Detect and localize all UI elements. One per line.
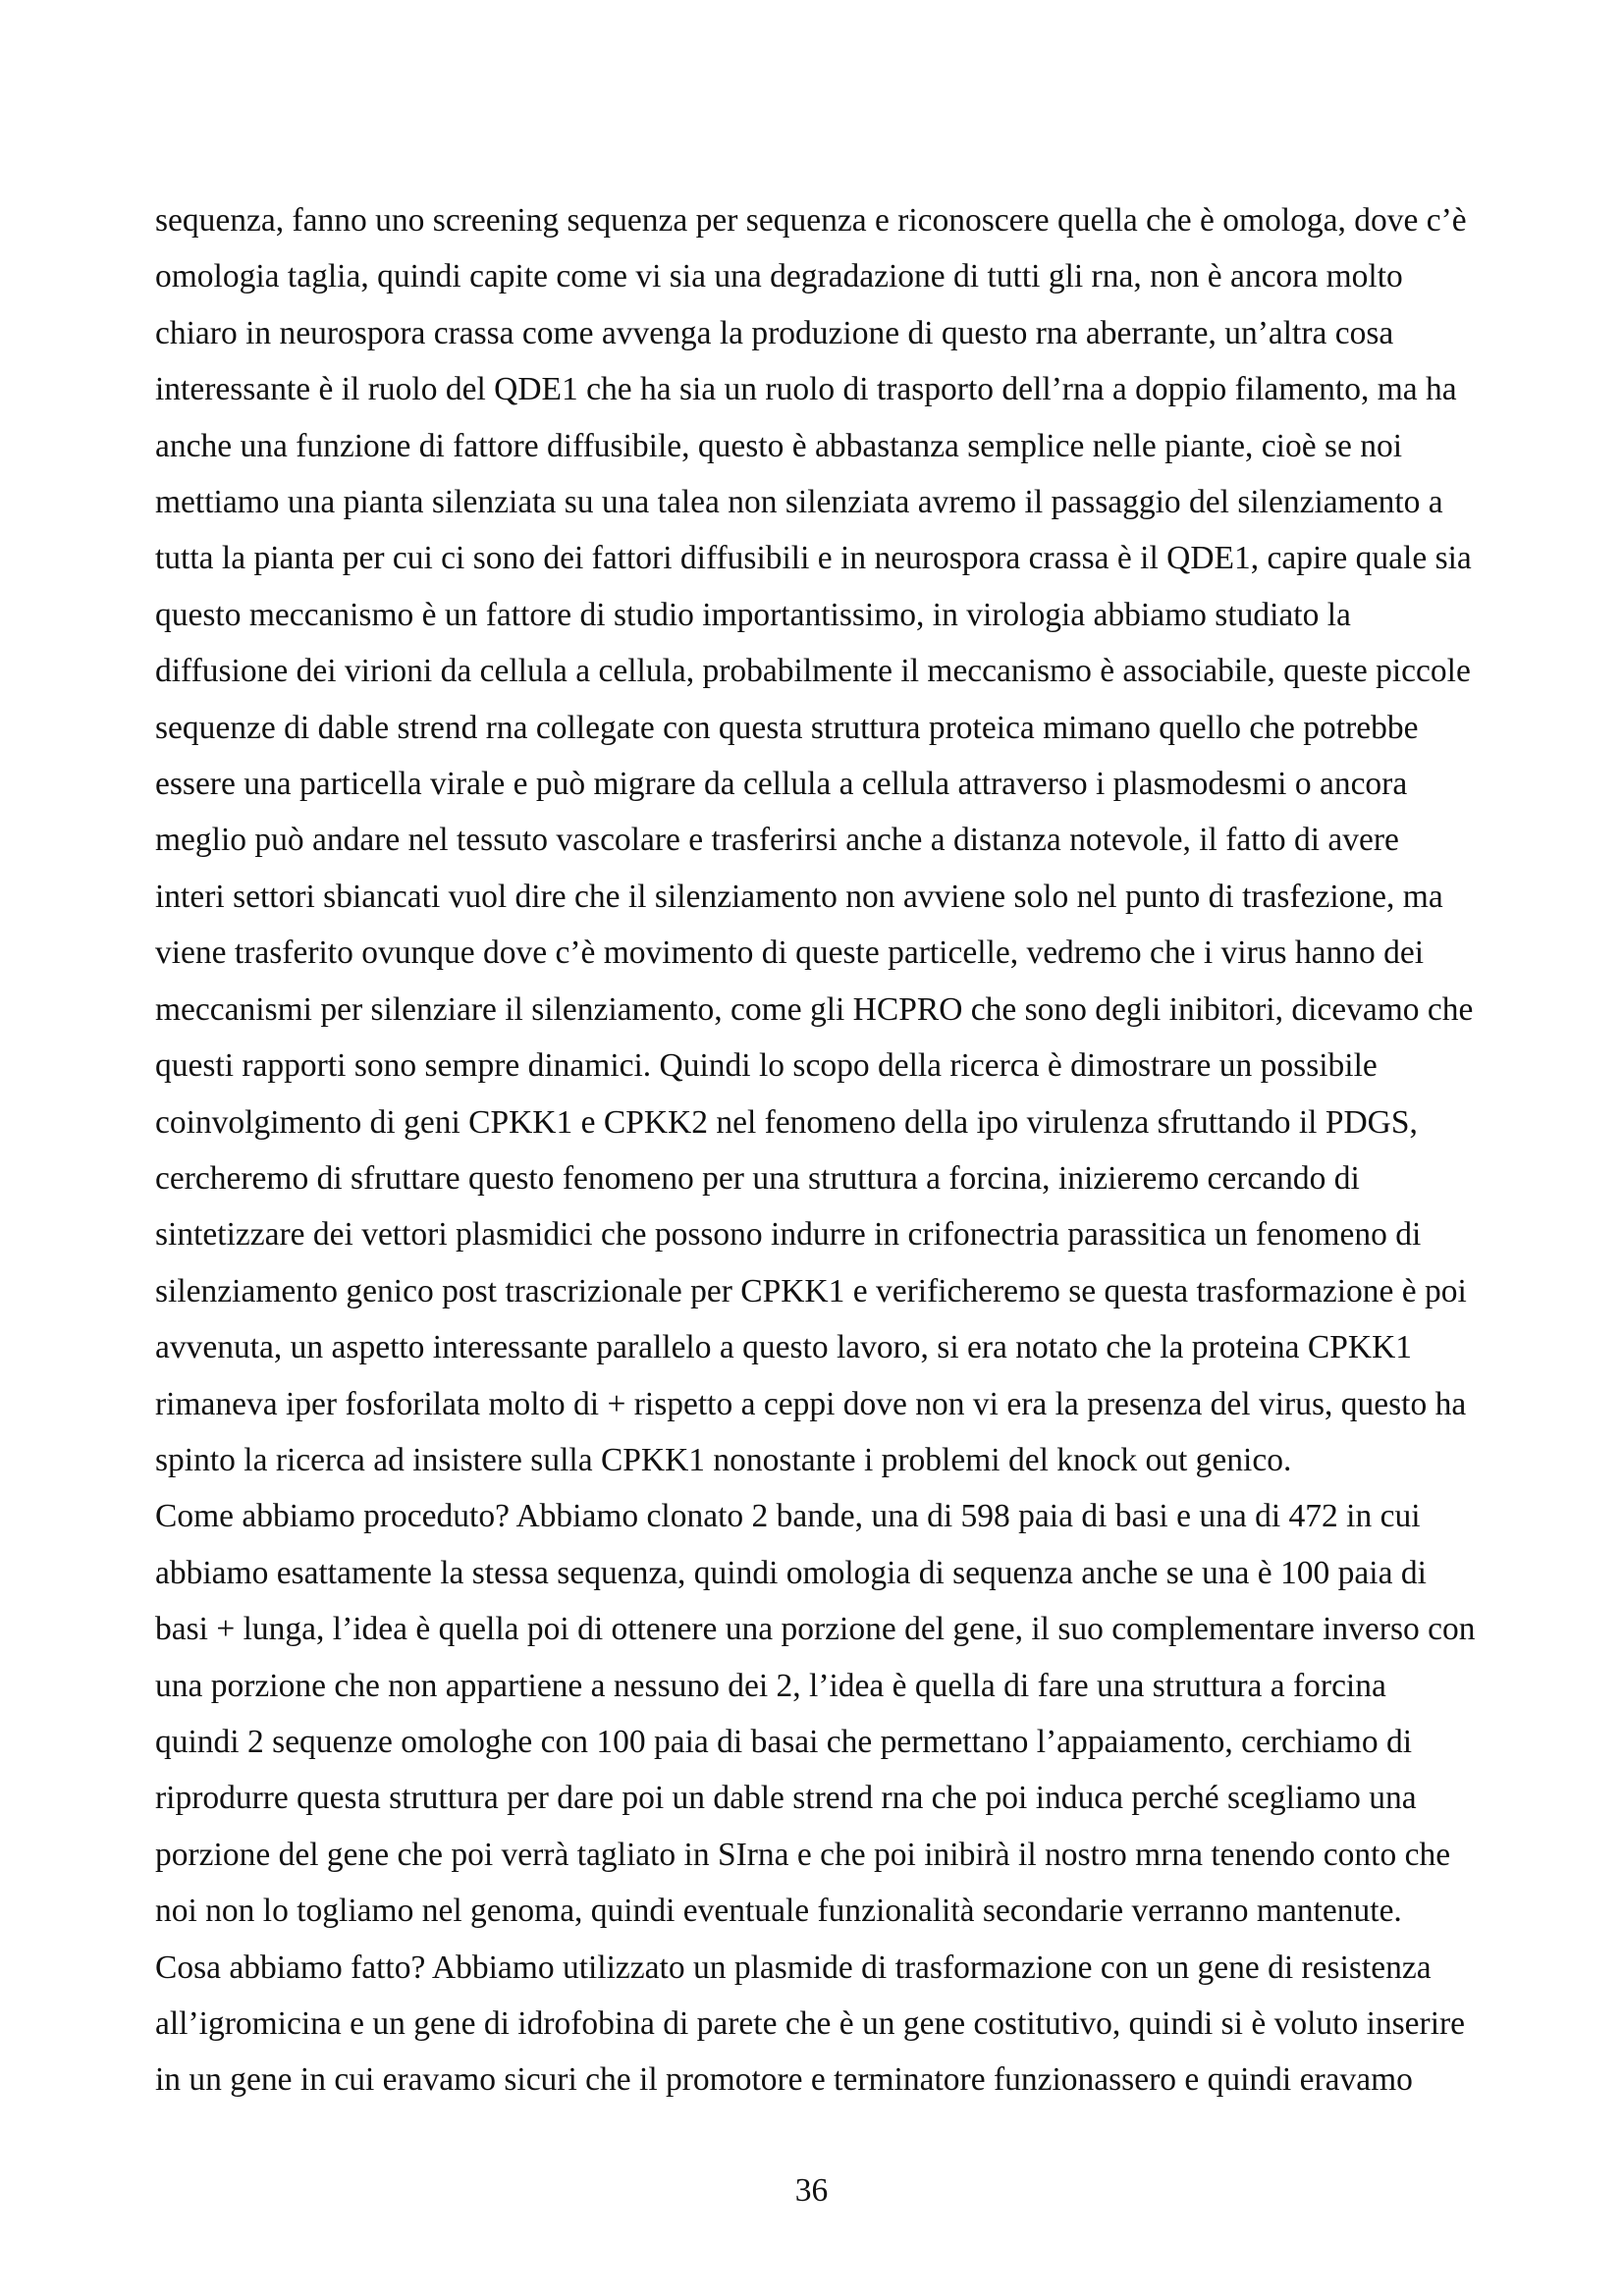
text-line: anche una funzione di fattore diffusibile, questo è abbastanza semplice nelle piante, cioè se noi	[155, 427, 1403, 464]
text-line: coinvolgimento di geni CPKK1 e CPKK2 nel fenomeno della ipo virulenza sfruttando il PDGS,	[155, 1103, 1418, 1141]
text-line: silenziamento genico post trascrizionale per CPKK1 e verificheremo se questa trasformazione è poi	[155, 1272, 1467, 1309]
text-line: Come abbiamo proceduto? Abbiamo clonato 2 bande, una di 598 paia di basi e una di 472 in cui	[155, 1498, 1421, 1535]
text-line: una porzione che non appartiene a nessuno dei 2, l’idea è quella di fare una struttura a forcina	[155, 1667, 1386, 1704]
text-line: essere una particella virale e può migrare da cellula a cellula attraverso i plasmodesmi o ancora	[155, 766, 1408, 803]
text-line: viene trasferito ovunque dove c’è movimento di queste particelle, vedremo che i virus hanno dei	[155, 934, 1425, 972]
page-number: 36	[794, 2172, 829, 2209]
text-line: basi + lunga, l’idea è quella poi di ottenere una porzione del gene, il suo complementare inverso con	[155, 1611, 1476, 1648]
text-line: sintetizzare dei vettori plasmidici che possono indurre in crifonectria parassitica un fenomeno di	[155, 1216, 1422, 1254]
text-line: Cosa abbiamo fatto? Abbiamo utilizzato un plasmide di trasformazione con un gene di resistenza	[155, 1949, 1432, 1986]
text-line: interi settori sbiancati vuol dire che il silenziamento non avviene solo nel punto di trasfezione, ma	[155, 878, 1443, 915]
text-line: sequenza, fanno uno screening sequenza per sequenza e riconoscere quella che è omologa, dove c’è	[155, 202, 1467, 239]
text-line: spinto la ricerca ad insistere sulla CPKK1 nonostante i problemi del knock out genico.	[155, 1441, 1292, 1478]
text-line: meccanismi per silenziare il silenziamento, come gli HCPRO che sono degli inibitori, dicevamo che	[155, 990, 1474, 1028]
text-line: sequenze di dable strend rna collegate con questa struttura proteica mimano quello che potrebbe	[155, 709, 1419, 746]
text-line: cercheremo di sfruttare questo fenomeno per una struttura a forcina, inizieremo cercando di	[155, 1159, 1360, 1197]
text-line: rimaneva iper fosforilata molto di + rispetto a ceppi dove non vi era la presenza del virus, questo ha	[155, 1385, 1467, 1422]
text-line: questi rapporti sono sempre dinamici. Quindi lo scopo della ricerca è dimostrare un possibile	[155, 1047, 1378, 1085]
text-line: porzione del gene che poi verrà tagliato in SIrna e che poi inibirà il nostro mrna tenendo conto che	[155, 1836, 1451, 1873]
text-line: questo meccanismo è un fattore di studio importantissimo, in virologia abbiamo studiato la	[155, 596, 1351, 633]
text-line: diffusione dei virioni da cellula a cellula, probabilmente il meccanismo è associabile, queste piccole	[155, 653, 1471, 690]
text-line: tutta la pianta per cui ci sono dei fattori diffusibili e in neurospora crassa è il QDE1, capire quale sia	[155, 540, 1472, 577]
text-line: all’igromicina e un gene di idrofobina di parete che è un gene costitutivo, quindi si è voluto inserire	[155, 2005, 1466, 2042]
text-line: quindi 2 sequenze omologhe con 100 paia di basai che permettano l’appaiamento, cerchiamo di	[155, 1723, 1413, 1760]
body-text	[155, 192, 1476, 2109]
text-line: interessante è il ruolo del QDE1 che ha sia un ruolo di trasporto dell’rna a doppio filamento, ma ha	[155, 371, 1457, 408]
text-line: omologia taglia, quindi capite come vi sia una degradazione di tutti gli rna, non è ancora molto	[155, 258, 1403, 295]
text-line: chiaro in neurospora crassa come avvenga la produzione di questo rna aberrante, un’altra cosa	[155, 314, 1394, 351]
text-line: avvenuta, un aspetto interessante parallelo a questo lavoro, si era notato che la proteina CPKK1	[155, 1329, 1413, 1366]
text-line: noi non lo togliamo nel genoma, quindi eventuale funzionalità secondarie verranno mantenute.	[155, 1893, 1402, 1930]
text-line: riprodurre questa struttura per dare poi un dable strend rna che poi induca perché scegliamo una	[155, 1780, 1417, 1817]
text-line: abbiamo esattamente la stessa sequenza, quindi omologia di sequenza anche se una è 100 paia di	[155, 1554, 1427, 1591]
text-line: in un gene in cui eravamo sicuri che il promotore e terminatore funzionassero e quindi eravamo	[155, 2061, 1413, 2099]
text-line: mettiamo una pianta silenziata su una talea non silenziata avremo il passaggio del silenziamento a	[155, 484, 1443, 521]
text-line: meglio può andare nel tessuto vascolare e trasferirsi anche a distanza notevole, il fatto di avere	[155, 822, 1399, 859]
